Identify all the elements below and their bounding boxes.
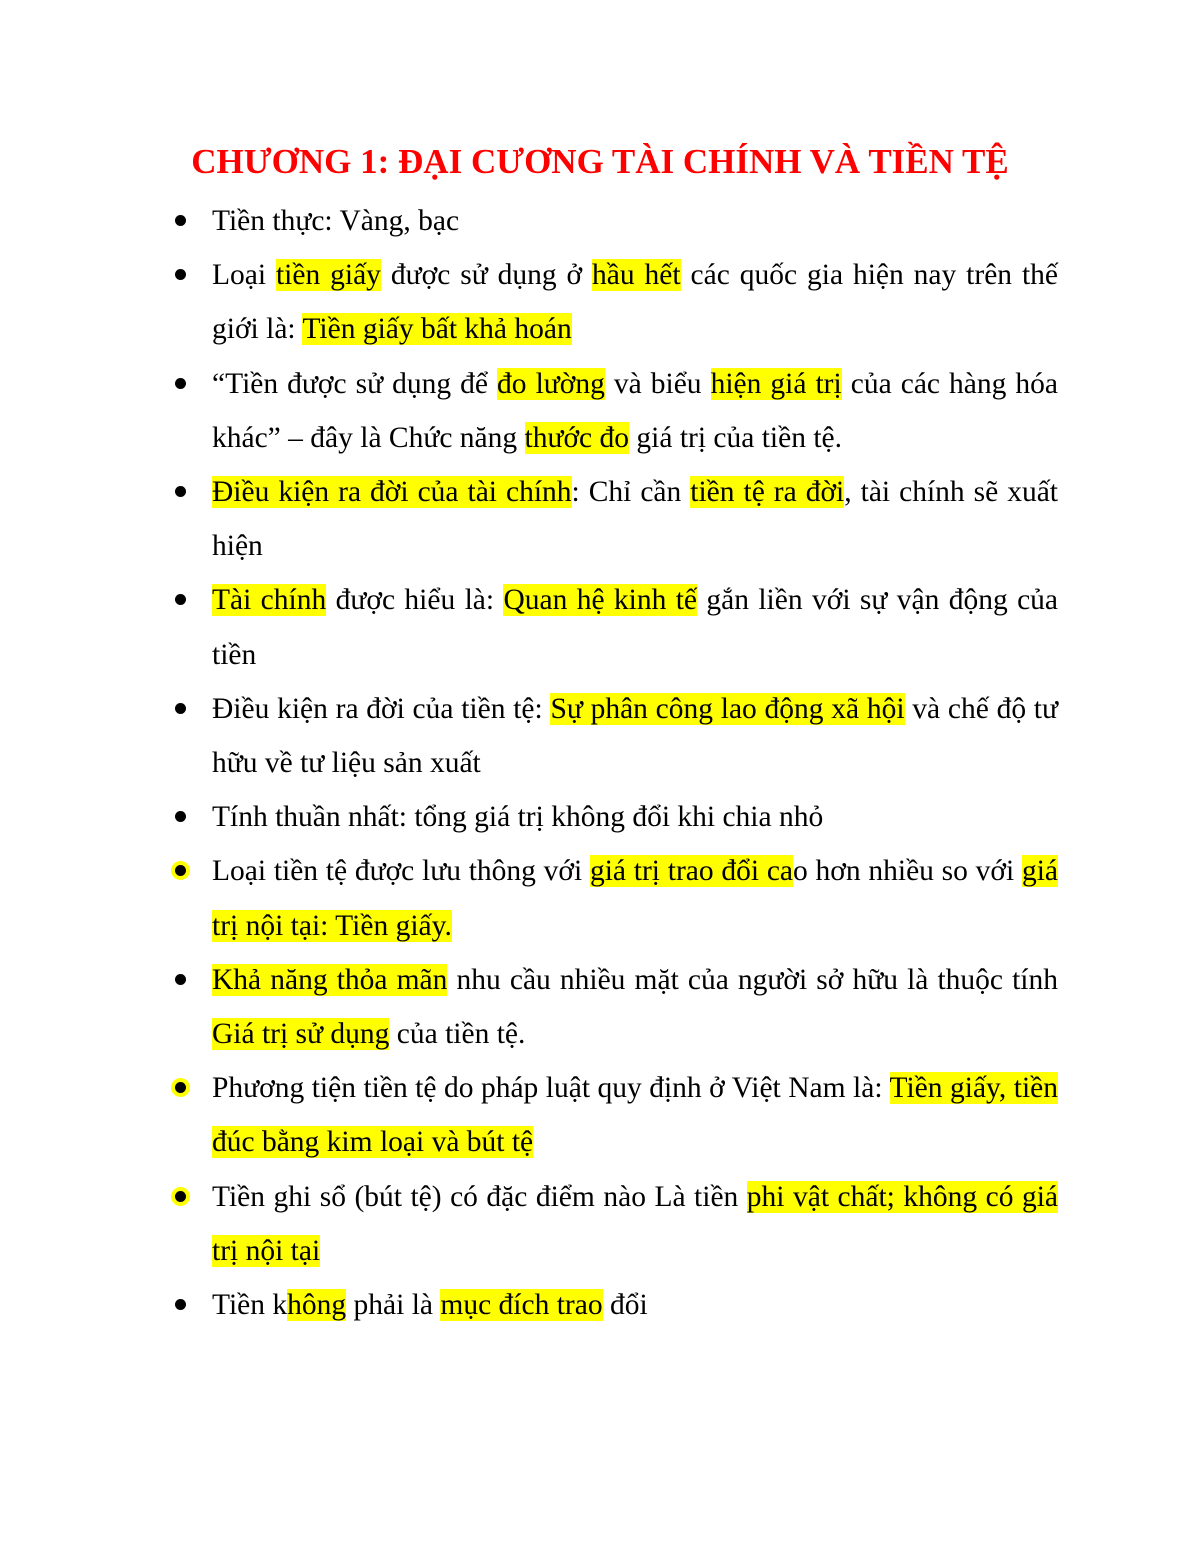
text-segment: o hơn nhiều so với bbox=[793, 855, 1022, 888]
text-segment: Tiền thực: Vàng, bạc bbox=[212, 205, 460, 237]
list-item bbox=[0, 953, 1058, 1061]
bullet-icon bbox=[175, 594, 186, 605]
bullet-icon bbox=[175, 215, 186, 226]
highlighted-text: mục đích trao bbox=[440, 1289, 603, 1322]
text-segment: và biểu bbox=[604, 367, 711, 400]
bullet-icon bbox=[175, 486, 186, 497]
text-segment: Phương tiện tiền tệ do pháp luật quy định ở Việt Nam là: bbox=[212, 1072, 890, 1105]
text-segment: Loại tiền tệ được lưu thông với bbox=[212, 855, 590, 888]
list-item bbox=[0, 357, 1058, 465]
text-segment: các quốc gia hiện nay trên thế giới là: bbox=[212, 259, 1058, 346]
text-segment: Tiền k bbox=[212, 1289, 288, 1322]
highlighted-text: thước đo bbox=[524, 421, 630, 454]
list-item bbox=[0, 573, 1058, 681]
bullet-icon bbox=[175, 1299, 186, 1310]
list-item bbox=[0, 194, 1058, 248]
text-segment: đổi bbox=[602, 1289, 648, 1322]
list-item bbox=[0, 248, 1058, 356]
list-item bbox=[0, 465, 1058, 573]
list-item bbox=[0, 844, 1058, 952]
highlighted-text: phi vật chất; không có giá trị nội tại bbox=[212, 1180, 1058, 1267]
highlighted-text: hầu hết bbox=[592, 259, 681, 292]
text-segment: Tính thuần nhất: tổng giá trị không đổi khi chia nhỏ bbox=[212, 801, 824, 834]
highlighted-text: Tiền giấy bất khả hoán bbox=[302, 313, 572, 346]
text-segment: được sử dụng ở bbox=[380, 259, 593, 292]
highlighted-text: tiền giấy bbox=[275, 259, 381, 292]
highlighted-text: Giá trị sử dụng bbox=[212, 1018, 390, 1051]
highlighted-text: tiền tệ ra đời bbox=[690, 476, 845, 509]
list-item bbox=[0, 790, 1058, 844]
highlighted-text: hông bbox=[287, 1289, 347, 1322]
list-item bbox=[0, 1061, 1058, 1169]
text-segment: : Chỉ cần bbox=[571, 476, 691, 509]
bullet-icon bbox=[175, 703, 186, 714]
text-segment: “Tiền được sử dụng để bbox=[212, 367, 498, 400]
highlighted-text: giá trị trao đổi ca bbox=[589, 855, 794, 888]
highlighted-text: Điều kiện ra đời của tài chính bbox=[212, 476, 572, 509]
text-segment: Loại bbox=[212, 259, 276, 292]
bullet-icon bbox=[175, 974, 186, 985]
text-segment: giá trị của tiền tệ. bbox=[629, 421, 842, 454]
highlighted-text: hiện giá trị bbox=[710, 367, 842, 400]
highlighted-text: giá trị nội tại: Tiền giấy. bbox=[212, 855, 1058, 942]
bullet-list bbox=[0, 194, 1200, 1332]
text-segment: phải là bbox=[346, 1289, 441, 1322]
list-item bbox=[0, 1170, 1058, 1278]
bullet-icon bbox=[175, 1191, 186, 1202]
text-segment: của tiền tệ. bbox=[389, 1018, 526, 1051]
text-segment: được hiểu là: bbox=[326, 584, 504, 617]
text-segment: Tiền ghi sổ (bút tệ) có đặc điểm nào Là tiền bbox=[212, 1180, 747, 1213]
text-segment: Điều kiện ra đời của tiền tệ: bbox=[212, 692, 551, 725]
chapter-title: CHƯƠNG 1: ĐẠI CƯƠNG TÀI CHÍNH VÀ TIỀN TỆ bbox=[191, 142, 1009, 181]
highlighted-text: Tài chính bbox=[212, 584, 327, 617]
bullet-icon bbox=[175, 865, 186, 876]
list-item bbox=[0, 682, 1058, 790]
highlighted-text: Khả năng thỏa mãn bbox=[212, 963, 448, 996]
list-item bbox=[0, 1278, 1058, 1332]
highlighted-text: Tiền giấy, tiền đúc bằng kim loại và bút tệ bbox=[212, 1072, 1058, 1159]
bullet-icon bbox=[175, 1082, 186, 1093]
bullet-icon bbox=[175, 811, 186, 822]
highlighted-text: Sự phân công lao động xã hội bbox=[550, 692, 905, 725]
text-segment: , tài chính sẽ xuất hiện bbox=[212, 476, 1059, 563]
text-segment: và chế độ tư hữu về tư liệu sản xuất bbox=[212, 692, 1058, 780]
text-segment: nhu cầu nhiều mặt của người sở hữu là thuộc tính bbox=[447, 963, 1058, 996]
bullet-icon bbox=[175, 269, 186, 280]
bullet-icon bbox=[175, 378, 186, 389]
text-segment: của các hàng hóa khác” – đây là Chức năng bbox=[212, 367, 1059, 454]
text-segment: gắn liền với sự vận động của tiền bbox=[212, 584, 1059, 671]
highlighted-text: Quan hệ kinh tế bbox=[503, 584, 698, 617]
highlighted-text: đo lường bbox=[497, 367, 605, 400]
